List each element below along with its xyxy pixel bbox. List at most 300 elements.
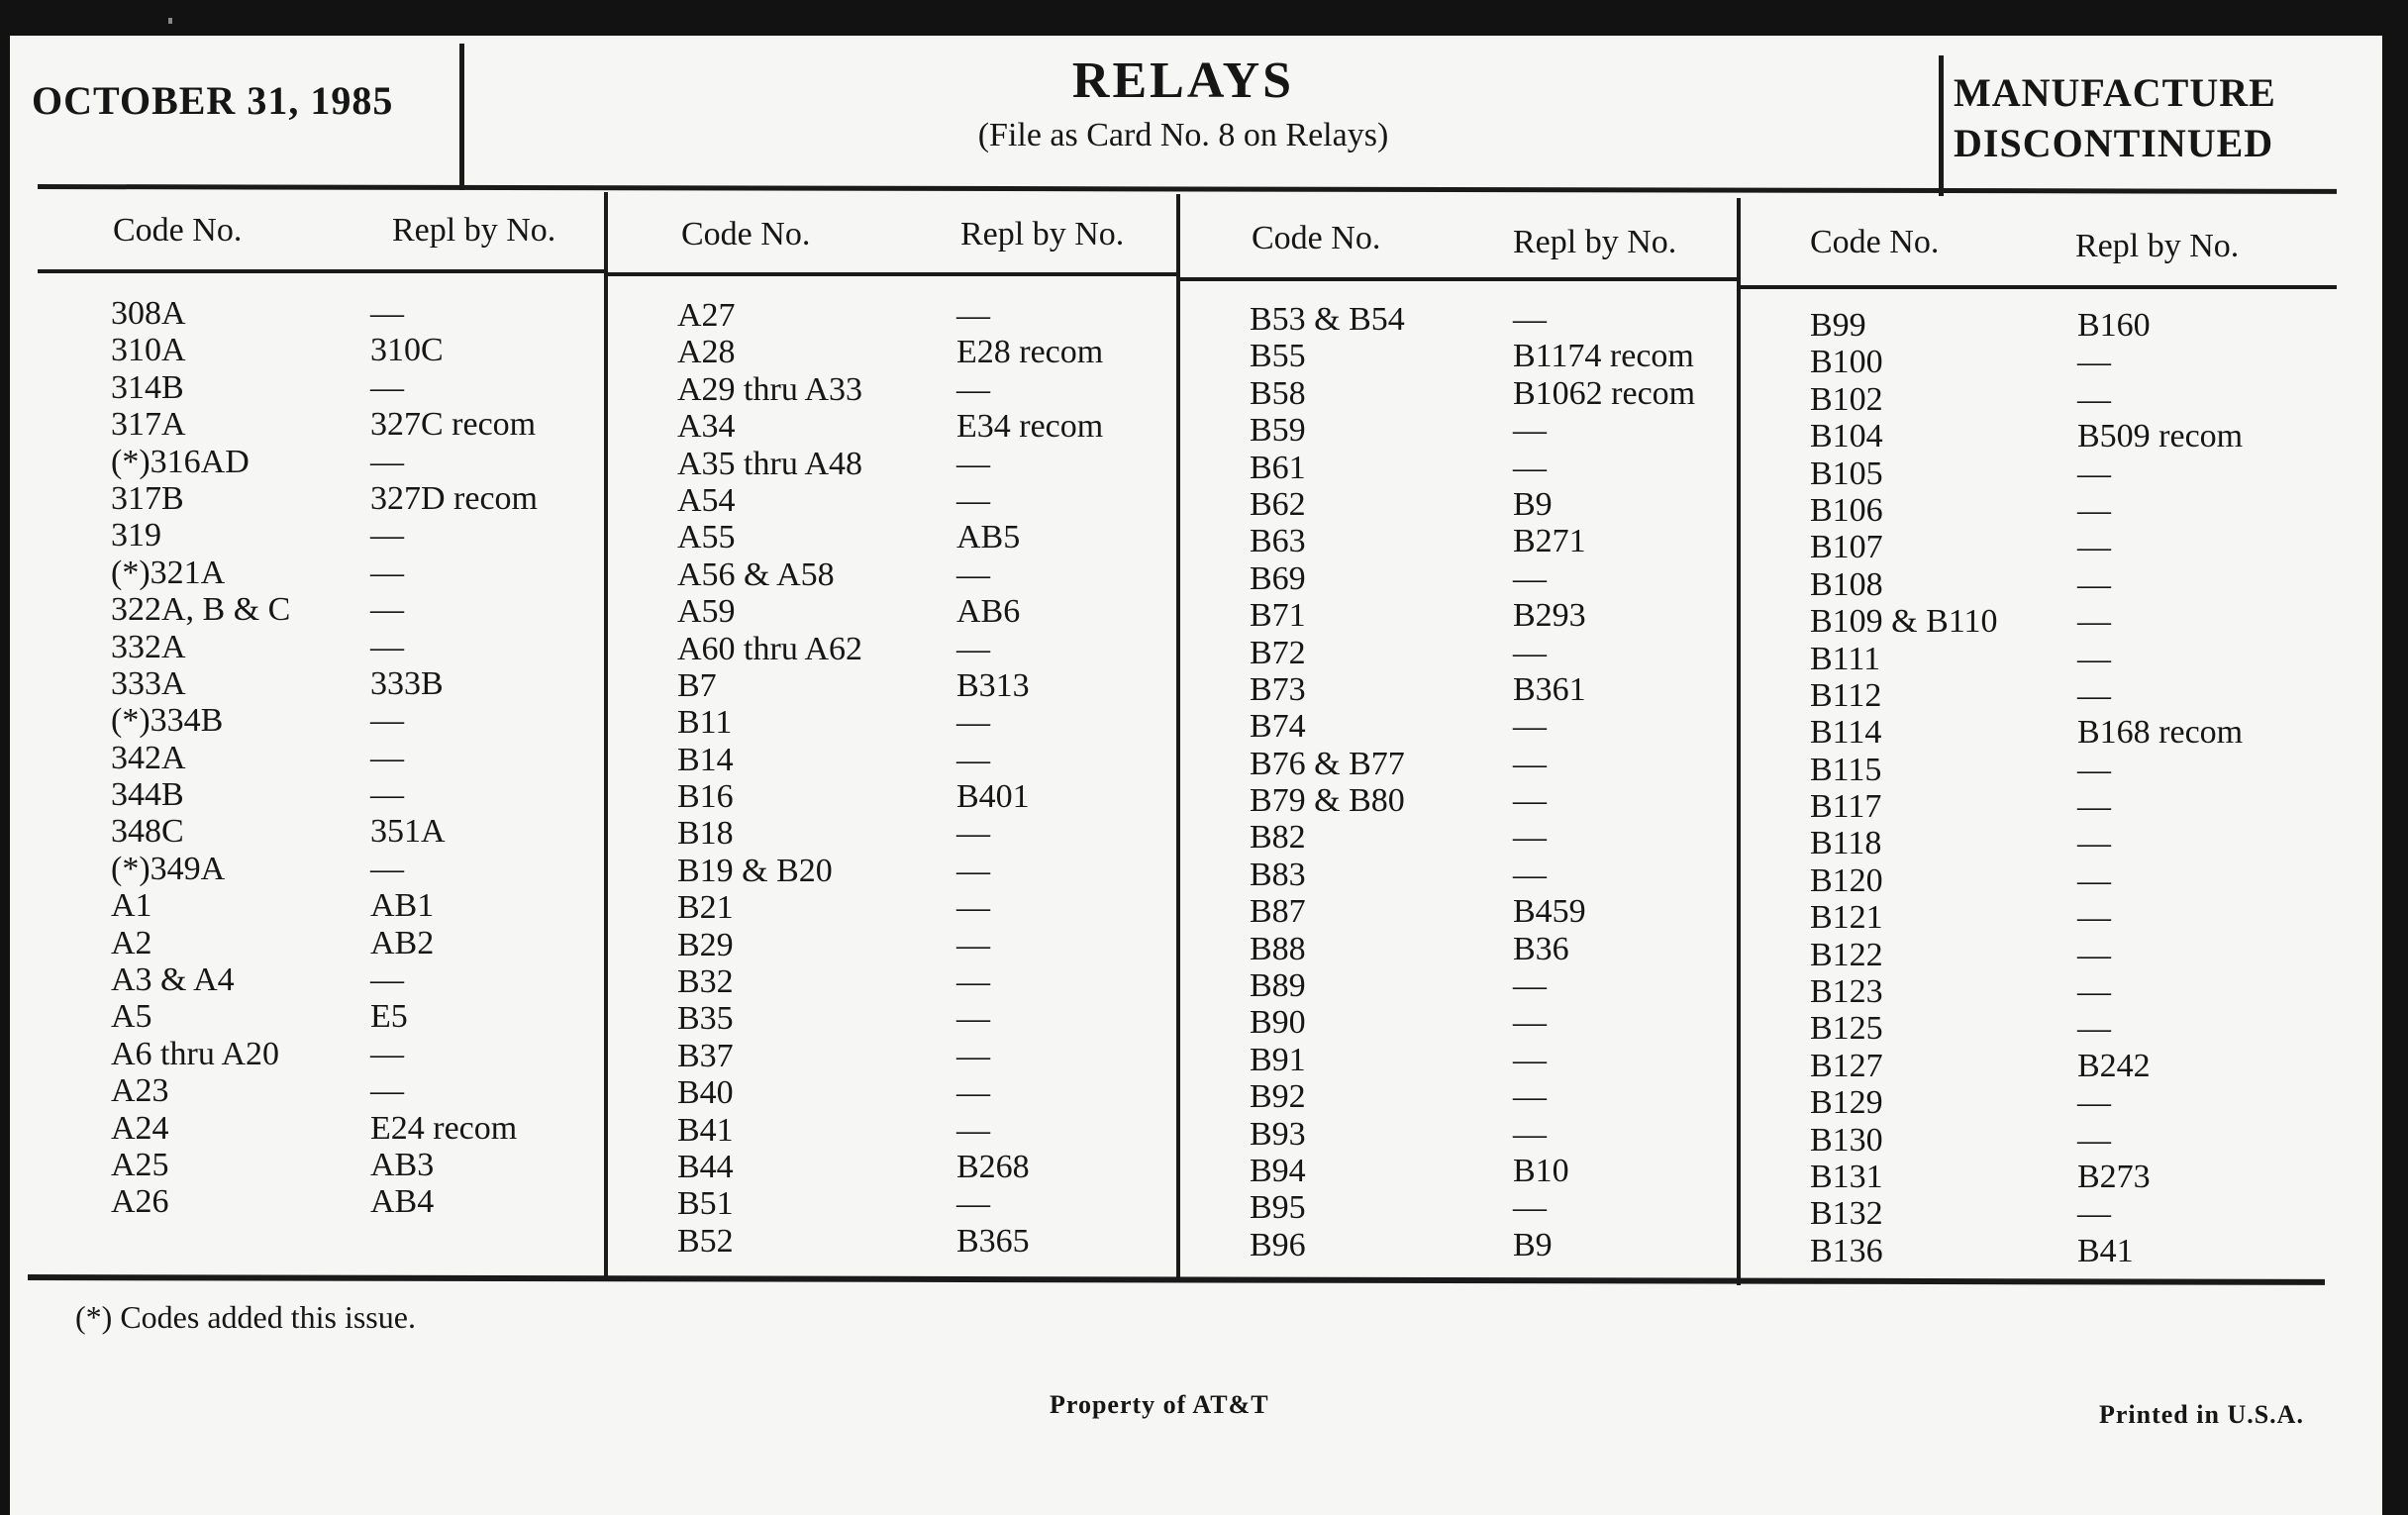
table-row	[1751, 344, 2335, 380]
repl-cell: B41	[2077, 1232, 2134, 1269]
repl-cell: —	[370, 443, 404, 480]
repl-cell: —	[2077, 676, 2111, 714]
repl-cell: —	[370, 517, 404, 555]
code-cell: B117	[1810, 788, 1882, 826]
table-row	[1751, 566, 2335, 603]
repl-cell: —	[1513, 708, 1547, 746]
code-cell: B122	[1810, 936, 1883, 973]
repl-cell: —	[956, 741, 990, 778]
table-row	[46, 776, 600, 813]
table-row	[1751, 788, 2335, 825]
repl-cell: AB4	[370, 1183, 435, 1221]
table-row	[1184, 1042, 1735, 1078]
repl-cell: 327C recom	[370, 406, 537, 444]
code-cell: B58	[1250, 374, 1306, 412]
repl-cell: B10	[1513, 1152, 1569, 1189]
repl-cell: —	[956, 815, 990, 853]
repl-cell: —	[2077, 1084, 2111, 1122]
table-row	[614, 853, 1174, 889]
header-repl-col4: Repl by No.	[2075, 228, 2240, 264]
code-cell: B111	[1810, 640, 1881, 677]
repl-cell: E24 recom	[370, 1109, 518, 1147]
repl-cell: —	[2077, 788, 2111, 826]
code-cell: A5	[111, 998, 152, 1036]
table-row	[1184, 1116, 1735, 1153]
code-cell: B74	[1250, 708, 1306, 746]
repl-cell: —	[956, 1037, 990, 1074]
repl-cell: —	[1513, 819, 1547, 857]
table-row	[46, 332, 600, 368]
table-row	[1751, 973, 2335, 1010]
table-row	[1184, 597, 1735, 634]
code-cell: (*)334B	[111, 702, 224, 740]
table-row	[614, 593, 1174, 630]
code-cell: (*)321A	[111, 554, 226, 591]
table-row	[1751, 677, 2335, 714]
table-row	[614, 1112, 1174, 1149]
table-row	[1751, 1010, 2335, 1047]
code-cell: B115	[1810, 751, 1882, 788]
repl-cell: —	[956, 630, 990, 667]
table-row	[1184, 893, 1735, 930]
table-row	[1751, 937, 2335, 973]
page-title: RELAYS	[1071, 52, 1295, 109]
repl-cell: —	[370, 1072, 404, 1110]
code-cell: 319	[111, 517, 161, 555]
repl-cell: —	[370, 739, 404, 776]
code-cell: B94	[1250, 1152, 1306, 1189]
status-line-2: DISCONTINUED	[1954, 121, 2274, 165]
code-cell: A35 thru A48	[677, 445, 862, 482]
code-cell: B52	[677, 1222, 734, 1260]
table-row	[1751, 418, 2335, 454]
repl-cell: —	[1513, 1115, 1547, 1153]
code-cell: B123	[1810, 973, 1883, 1011]
code-cell: 314B	[111, 368, 184, 406]
code-cell: B106	[1810, 491, 1883, 529]
page-subtitle: (File as Card No. 8 on Relays)	[977, 117, 1389, 153]
code-cell: B18	[677, 815, 734, 853]
repl-cell: 310C	[370, 332, 444, 369]
table-row	[46, 1183, 600, 1220]
code-cell: 322A, B & C	[111, 591, 291, 629]
table-row	[1751, 603, 2335, 640]
code-cell: B112	[1810, 676, 1882, 714]
header-rule-col1	[38, 269, 604, 273]
table-row	[1751, 492, 2335, 529]
table-row	[46, 555, 600, 591]
table-row	[1184, 819, 1735, 856]
repl-cell: B273	[2077, 1158, 2151, 1195]
table-row	[46, 295, 600, 332]
code-cell: B79 & B80	[1250, 782, 1405, 820]
repl-cell: —	[956, 963, 990, 1001]
repl-cell: —	[956, 445, 990, 482]
repl-cell: —	[1513, 1189, 1547, 1227]
code-cell: B37	[677, 1037, 734, 1074]
repl-cell: —	[370, 776, 404, 814]
table-row	[46, 1110, 600, 1147]
code-cell: B44	[677, 1148, 734, 1185]
table-row	[1751, 1048, 2335, 1084]
code-cell: A34	[677, 408, 736, 446]
repl-cell: E34 recom	[956, 408, 1104, 446]
table-row	[1184, 931, 1735, 967]
code-cell: B88	[1250, 930, 1306, 967]
table-row	[1184, 301, 1735, 338]
code-cell: A24	[111, 1109, 169, 1147]
code-cell: B55	[1250, 338, 1306, 375]
table-row	[1751, 1122, 2335, 1159]
table-row	[1184, 746, 1735, 782]
table-row	[614, 963, 1174, 1000]
repl-cell: AB6	[956, 593, 1021, 631]
table-row	[1184, 1153, 1735, 1189]
code-cell: B136	[1810, 1232, 1883, 1269]
repl-cell: —	[2077, 825, 2111, 862]
relay-column-4	[1751, 307, 2335, 1269]
repl-cell: —	[2077, 380, 2111, 418]
table-row	[46, 961, 600, 998]
repl-cell: —	[2077, 640, 2111, 677]
repl-cell: —	[1513, 856, 1547, 893]
code-cell: B130	[1810, 1121, 1883, 1159]
header-code-col3: Code No.	[1252, 220, 1381, 256]
table-row	[614, 1149, 1174, 1185]
repl-cell: B313	[956, 666, 1030, 704]
repl-cell: —	[2077, 1010, 2111, 1048]
table-row	[1751, 1195, 2335, 1232]
repl-cell: —	[370, 591, 404, 629]
table-row	[614, 778, 1174, 815]
table-row	[614, 519, 1174, 556]
table-row	[1184, 375, 1735, 412]
code-cell: A25	[111, 1146, 169, 1183]
table-row	[1751, 752, 2335, 788]
repl-cell: B9	[1513, 485, 1553, 523]
repl-cell: B1062 recom	[1513, 374, 1696, 412]
repl-cell: —	[1513, 967, 1547, 1005]
table-row	[1751, 455, 2335, 492]
table-row	[46, 629, 600, 665]
repl-cell: B268	[956, 1148, 1030, 1185]
table-row	[1184, 671, 1735, 708]
code-cell: A28	[677, 334, 736, 371]
repl-cell: —	[2077, 1195, 2111, 1233]
code-cell: B120	[1810, 861, 1883, 899]
code-cell: B29	[677, 926, 734, 963]
table-row	[614, 334, 1174, 370]
table-row	[46, 740, 600, 776]
code-cell: 317B	[111, 479, 184, 517]
table-row	[1184, 1004, 1735, 1041]
repl-cell: —	[370, 295, 404, 332]
repl-cell: —	[1513, 782, 1547, 820]
code-cell: B93	[1250, 1115, 1306, 1153]
repl-cell: B401	[956, 778, 1030, 816]
code-cell: A54	[677, 481, 736, 519]
table-row	[46, 1147, 600, 1183]
repl-cell: B1174 recom	[1513, 338, 1694, 375]
header-rule-col2	[608, 272, 1178, 276]
table-row	[614, 1223, 1174, 1260]
table-row	[1184, 338, 1735, 374]
table-row	[46, 517, 600, 554]
repl-cell: —	[1513, 1078, 1547, 1116]
code-cell: B127	[1810, 1047, 1883, 1084]
repl-cell: 351A	[370, 813, 446, 851]
header-code-col4: Code No.	[1810, 224, 1940, 260]
code-cell: B7	[677, 666, 717, 704]
code-cell: A55	[677, 519, 736, 556]
repl-cell: —	[956, 926, 990, 963]
code-cell: B105	[1810, 454, 1883, 492]
table-row	[46, 480, 600, 517]
table-row	[1751, 862, 2335, 899]
repl-cell: —	[1513, 412, 1547, 450]
code-cell: A59	[677, 593, 736, 631]
code-cell: A3 & A4	[111, 961, 235, 999]
repl-cell: —	[2077, 491, 2111, 529]
repl-cell: —	[370, 850, 404, 887]
repl-cell: —	[1513, 449, 1547, 486]
repl-cell: B9	[1513, 1226, 1553, 1263]
table-row	[614, 1000, 1174, 1037]
repl-cell: —	[370, 702, 404, 740]
code-cell: B109 & B110	[1810, 603, 1998, 641]
repl-cell: —	[956, 481, 990, 519]
repl-cell: —	[370, 368, 404, 406]
table-row	[1184, 967, 1735, 1004]
table-row	[614, 631, 1174, 667]
printed-notice: Printed in U.S.A.	[2099, 1400, 2304, 1429]
relay-column-3	[1184, 301, 1735, 1263]
code-cell: B82	[1250, 819, 1306, 857]
code-cell: A2	[111, 924, 152, 961]
table-row	[1751, 1159, 2335, 1195]
code-cell: B41	[677, 1111, 734, 1149]
code-cell: B19 & B20	[677, 852, 833, 889]
repl-cell: —	[1513, 1004, 1547, 1042]
code-cell: B32	[677, 963, 734, 1001]
repl-cell: —	[1513, 301, 1547, 338]
repl-cell: —	[956, 704, 990, 742]
repl-cell: AB1	[370, 887, 435, 925]
table-row	[614, 297, 1174, 334]
code-cell: B102	[1810, 380, 1883, 418]
repl-cell: —	[370, 1035, 404, 1072]
table-row	[614, 667, 1174, 704]
repl-cell: —	[2077, 565, 2111, 603]
code-cell: B104	[1810, 418, 1883, 455]
code-cell: B35	[677, 1000, 734, 1038]
code-cell: B62	[1250, 485, 1306, 523]
code-cell: B132	[1810, 1195, 1883, 1233]
header-rule-col3	[1180, 277, 1741, 281]
code-cell: B95	[1250, 1189, 1306, 1227]
table-row	[614, 704, 1174, 741]
header-code-col2: Code No.	[681, 216, 811, 252]
table-row	[1751, 381, 2335, 418]
table-row	[46, 1036, 600, 1072]
table-row	[46, 665, 600, 702]
repl-cell: B242	[2077, 1047, 2151, 1084]
table-row	[1184, 857, 1735, 893]
repl-cell: —	[370, 961, 404, 999]
header-repl-col2: Repl by No.	[960, 216, 1125, 252]
code-cell: B21	[677, 889, 734, 927]
repl-cell: B509 recom	[2077, 418, 2244, 455]
code-cell: A6 thru A20	[111, 1035, 279, 1072]
repl-cell: AB2	[370, 924, 435, 961]
code-cell: A1	[111, 887, 152, 925]
table-row	[614, 446, 1174, 482]
scan-speck	[168, 18, 172, 24]
repl-cell: —	[1513, 1041, 1547, 1078]
repl-cell: —	[2077, 529, 2111, 566]
table-row	[614, 556, 1174, 593]
code-cell: A26	[111, 1183, 169, 1221]
column-divider-2	[1176, 194, 1180, 1281]
repl-cell: B36	[1513, 930, 1569, 967]
table-row	[1184, 412, 1735, 449]
repl-cell: B361	[1513, 670, 1586, 708]
code-cell: B99	[1810, 307, 1866, 344]
code-cell: B14	[677, 741, 734, 778]
code-cell: B51	[677, 1185, 734, 1223]
code-cell: B63	[1250, 523, 1306, 560]
repl-cell: —	[2077, 454, 2111, 492]
repl-cell: —	[956, 852, 990, 889]
repl-cell: —	[1513, 634, 1547, 671]
column-divider-3	[1737, 198, 1741, 1285]
code-cell: B107	[1810, 529, 1883, 566]
table-row	[46, 444, 600, 480]
repl-cell: —	[956, 889, 990, 927]
repl-cell: —	[2077, 603, 2111, 641]
code-cell: B121	[1810, 899, 1883, 937]
table-row	[614, 1038, 1174, 1074]
code-cell: A29 thru A33	[677, 370, 862, 408]
repl-cell: B168 recom	[2077, 714, 2244, 752]
relay-column-2	[614, 297, 1174, 1260]
header-repl-col1: Repl by No.	[392, 212, 556, 249]
code-cell: B108	[1810, 565, 1883, 603]
repl-cell: —	[956, 1111, 990, 1149]
table-row	[1751, 825, 2335, 861]
table-row	[614, 889, 1174, 926]
code-cell: B89	[1250, 967, 1306, 1005]
property-notice: Property of AT&T	[1050, 1390, 1269, 1419]
repl-cell: B293	[1513, 597, 1586, 635]
issue-date: OCTOBER 31, 1985	[32, 78, 394, 123]
code-cell: B83	[1250, 856, 1306, 893]
code-cell: B114	[1810, 714, 1882, 752]
table-row	[46, 925, 600, 961]
table-row	[1751, 714, 2335, 751]
table-row	[614, 371, 1174, 408]
code-cell: B118	[1810, 825, 1882, 862]
table-row	[1751, 641, 2335, 677]
table-row	[614, 742, 1174, 778]
repl-cell: —	[956, 556, 990, 593]
code-cell: B87	[1250, 893, 1306, 931]
table-row	[1184, 708, 1735, 745]
table-row	[46, 998, 600, 1035]
code-cell: 344B	[111, 776, 184, 814]
code-cell: B92	[1250, 1078, 1306, 1116]
table-row	[46, 591, 600, 628]
table-row	[1751, 529, 2335, 565]
table-row	[46, 813, 600, 850]
table-row	[1184, 1189, 1735, 1226]
code-cell: B59	[1250, 412, 1306, 450]
repl-cell: B365	[956, 1222, 1030, 1260]
table-row	[46, 887, 600, 924]
table-row	[46, 851, 600, 887]
repl-cell: E28 recom	[956, 334, 1104, 371]
repl-cell: —	[956, 1074, 990, 1112]
repl-cell: E5	[370, 998, 408, 1036]
table-row	[1184, 635, 1735, 671]
code-cell: B72	[1250, 634, 1306, 671]
repl-cell: —	[2077, 1121, 2111, 1159]
table-row	[614, 1074, 1174, 1111]
repl-cell: —	[2077, 751, 2111, 788]
repl-cell: —	[1513, 559, 1547, 597]
table-row	[614, 482, 1174, 519]
table-row	[46, 1072, 600, 1109]
code-cell: 348C	[111, 813, 184, 851]
code-cell: B11	[677, 704, 733, 742]
repl-cell: —	[2077, 973, 2111, 1011]
repl-cell: B459	[1513, 893, 1586, 931]
table-row	[1184, 560, 1735, 597]
code-cell: 332A	[111, 628, 186, 665]
table-row	[614, 927, 1174, 963]
code-cell: A60 thru A62	[677, 630, 862, 667]
table-row	[614, 815, 1174, 852]
code-cell: B100	[1810, 344, 1883, 381]
code-cell: B91	[1250, 1041, 1306, 1078]
header-divider-right	[1939, 55, 1944, 196]
code-cell: 310A	[111, 332, 186, 369]
code-cell: 317A	[111, 406, 186, 444]
table-row	[46, 369, 600, 406]
code-cell: 333A	[111, 664, 186, 702]
status-label	[1954, 67, 2276, 168]
table-row	[1751, 1233, 2335, 1269]
repl-cell: —	[956, 1000, 990, 1038]
repl-cell: —	[1513, 745, 1547, 782]
repl-cell: AB3	[370, 1146, 435, 1183]
code-cell: 342A	[111, 739, 186, 776]
code-cell: B96	[1250, 1226, 1306, 1263]
repl-cell: —	[956, 370, 990, 408]
repl-cell: —	[2077, 899, 2111, 937]
repl-cell: AB5	[956, 519, 1021, 556]
footnote: (*) Codes added this issue.	[75, 1299, 416, 1335]
table-row	[1184, 486, 1735, 523]
code-cell: 308A	[111, 295, 186, 332]
table-row	[1751, 899, 2335, 936]
code-cell: A23	[111, 1072, 169, 1110]
code-cell: B76 & B77	[1250, 745, 1405, 782]
code-cell: B69	[1250, 559, 1306, 597]
repl-cell: —	[956, 297, 990, 334]
header-code-col1: Code No.	[113, 212, 243, 249]
code-cell: B125	[1810, 1010, 1883, 1048]
